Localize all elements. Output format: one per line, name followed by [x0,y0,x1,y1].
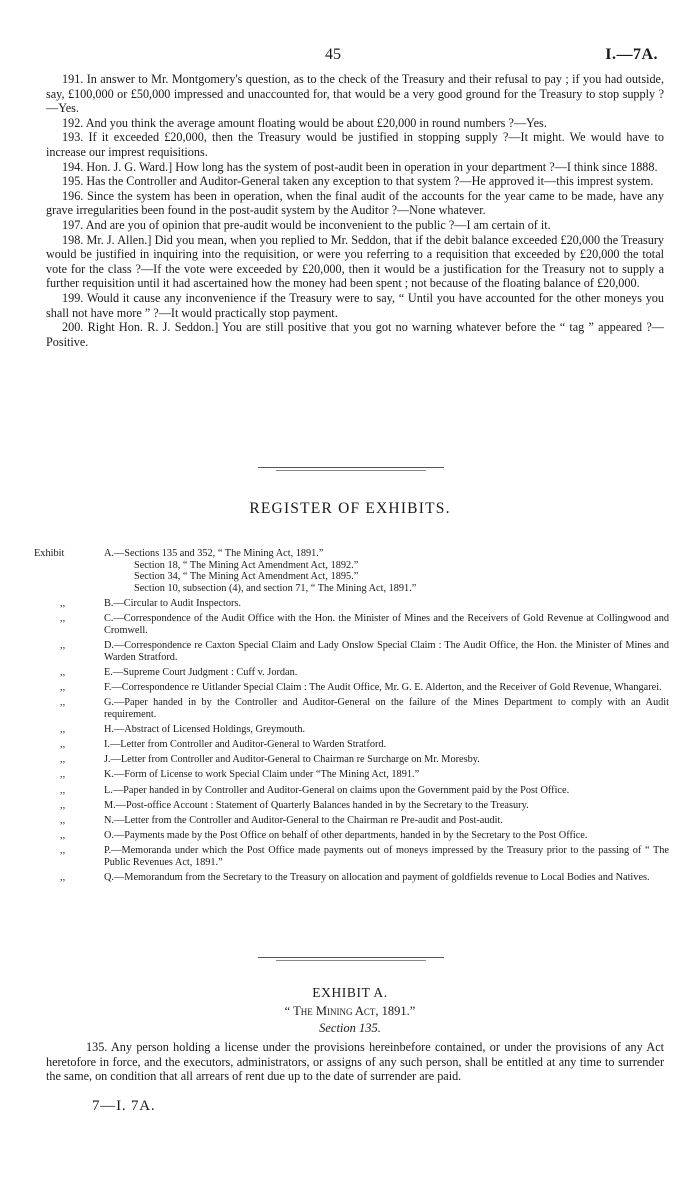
exhibit-a-line: Section 34, “ The Mining Act Amendment Act, 1895.” [134,571,359,583]
section-divider-top [258,467,444,468]
exhibit-entry [34,739,669,751]
exhibit-description: Q.—Memorandum from the Secretary to the Treasury on allocation and payment of goldfields revenue to Local Bodies and Natives. [104,872,650,884]
page-number: 45 [325,46,341,63]
exhibit-a-line: A.—Sections 135 and 352, “ The Mining Act, 1891.” [104,548,324,559]
ditto-mark: ,, [60,613,66,625]
exhibit-entry [34,785,669,797]
ditto-mark: ,, [60,639,66,651]
section-divider-bottom-thin [276,960,426,961]
exhibit-description: E.—Supreme Court Judgment : Cuff v. Jordan. [104,666,298,678]
evidence-section [46,72,664,349]
exhibit-entry [34,815,669,827]
register-title: REGISTER OF EXHIBITS. [249,500,451,517]
exhibit-entries [34,598,669,884]
exhibit-a-body [46,1040,664,1084]
ditto-mark: ,, [60,739,66,751]
exhibit-description: P.—Memoranda under which the Post Office made payments out of moneys impressed by the Treasury prior to the passing of “ The Public Revenues Act, 1891.” [104,845,669,868]
evidence-paragraph-198: 198. Mr. J. Allen.] Did you mean, when you replied to Mr. Seddon, that if the debit balance exceeded £20,000 the Treasury would be justified in inquiring into the requisition, or were you referring to a requisition that exceeded by £20,000 the total vote for the class ?—If the vote were exceeded by £20,000, then it would be a justification for the Treasury not to supply a further requisition until it had ascertained how the money had been spent ; not because of the floating balance of £20,000. [46,232,664,291]
evidence-paragraph-191: 191. In answer to Mr. Montgomery's question, as to the check of the Treasury and their refusal to pay ; if you had outside, say, £100,000 or £50,000 impressed and unaccounted for, that would be a very good ground for the Treasury to stop supply ?—Yes. [46,72,664,116]
evidence-paragraph-197: 197. And are you of opinion that pre-audit would be inconvenient to the public ?—I am certain of it. [62,217,551,232]
exhibit-description: J.—Letter from Controller and Auditor-General to Chairman re Surcharge on Mr. Moresby. [104,754,480,766]
exhibit-entry-a [34,548,669,594]
evidence-paragraph-193: 193. If it exceeded £20,000, then the Treasury would be justified in stopping supply ?—It might. We would have to increase our imprest requisitions. [46,130,664,159]
exhibit-entry [34,640,669,663]
exhibit-description: F.—Correspondence re Uitlander Special Claim : The Audit Office, Mr. G. E. Alderton, and the Receiver of Gold Revenue, Whangarei. [104,681,662,693]
exhibit-entry [34,613,669,636]
exhibit-entry [34,598,669,610]
evidence-paragraph-196: 196. Since the system has been in operation, when the final audit of the accounts for the year came to be made, have any grave irregularities been found in the post-audit system by the Auditor ?—None whatever. [46,188,664,218]
exhibit-description: G.—Paper handed in by the Controller and Auditor-General on the failure of the Mines Department to comply with an Audit requirement. [104,697,669,720]
ditto-mark: ,, [60,754,66,766]
exhibit-description: H.—Abstract of Licensed Holdings, Greymouth. [104,723,306,735]
exhibit-description: I.—Letter from Controller and Auditor-General to Warden Stratford. [104,739,387,751]
paper-code: I.—7A. [605,46,658,63]
exhibit-a-section-heading: Section 135. [319,1021,381,1035]
exhibit-register-list [34,548,669,887]
exhibit-entry [34,769,669,781]
exhibit-a-line: Section 18, “ The Mining Act Amendment Act, 1892.” [134,559,359,571]
signature-mark: 7—I. 7A. [92,1098,156,1114]
ditto-mark: ,, [60,830,66,842]
exhibit-description: K.—Form of License to work Special Claim under “The Mining Act, 1891.” [104,769,420,781]
exhibit-a-title: EXHIBIT A. [312,985,388,1000]
exhibit-lead-label: Exhibit [34,548,65,559]
section-divider-bottom [258,957,444,958]
exhibit-a-act-title: “ The Mining Act, 1891.” [284,1004,416,1018]
section-divider-top-thin [276,470,426,471]
exhibit-entry [34,872,669,884]
evidence-paragraph-199: 199. Would it cause any inconvenience if the Treasury were to say, “ Until you have accounted for the other moneys you shall not have more ” ?—It would practically stop payment. [46,290,664,320]
ditto-mark: ,, [60,597,66,609]
ditto-mark: ,, [60,769,66,781]
exhibit-description: B.—Circular to Audit Inspectors. [104,597,241,609]
ditto-mark: ,, [60,666,66,678]
exhibit-entry [34,754,669,766]
ditto-mark: ,, [60,697,66,709]
exhibit-description: D.—Correspondence re Caxton Special Claim and Lady Onslow Special Claim : The Audit Office, the Hon. the Minister of Mines and Warden Stratford. [104,639,669,663]
ditto-mark: ,, [60,723,66,735]
exhibit-entry [34,845,669,868]
ditto-mark: ,, [60,799,66,811]
exhibit-description: N.—Letter from the Controller and Auditor-General to the Chairman re Pre-audit and Post-audit. [104,815,503,826]
exhibit-entry [34,667,669,679]
exhibit-description: C.—Correspondence of the Audit Office with the Hon. the Minister of Mines and the Receivers of Gold Revenue at Collingwood and Cromwell. [104,613,669,636]
evidence-paragraph-192: 192. And you think the average amount floating would be about £20,000 in round numbers ?—Yes. [62,115,547,130]
exhibit-description: M.—Post-office Account : Statement of Quarterly Balances handed in by the Secretary to the Treasury. [104,799,529,811]
exhibit-description: L.—Paper handed in by Controller and Auditor-General on claims upon the Government paid by the Post Office. [104,784,570,796]
ditto-mark: ,, [60,872,66,884]
exhibit-a-line: Section 10, subsection (4), and section 71, “ The Mining Act, 1891.” [134,582,417,594]
exhibit-entry [34,724,669,736]
evidence-paragraph-194: 194. Hon. J. G. Ward.] How long has the system of post-audit been in operation in your department ?—I think since 1888. [62,159,658,174]
ditto-mark: ,, [60,815,66,826]
ditto-mark: ,, [60,681,66,693]
exhibit-a-section-text: 135. Any person holding a license under the provisions hereinbefore contained, or under the provisions of any Act heretofore in force, and the executors, administrators, or assigns of any such person, shall be entitled at any time to surrender the same, on condition that all arrears of rent due up to the date of surrender are paid. [46,1040,664,1084]
exhibit-entry [34,682,669,694]
exhibit-entry [34,800,669,812]
evidence-paragraph-200: 200. Right Hon. R. J. Seddon.] You are still positive that you got no warning whatever before the “ tag ” appeared ?—Positive. [46,320,664,349]
exhibit-entry [34,830,669,842]
ditto-mark: ,, [60,784,66,796]
exhibit-entry [34,697,669,720]
exhibit-description: O.—Payments made by the Post Office on behalf of other departments, handed in by the Secretary to the Post Office. [104,830,588,842]
ditto-mark: ,, [60,845,66,857]
evidence-paragraph-195: 195. Has the Controller and Auditor-General taken any exception to that system ?—He approved it—this imprest system. [62,174,654,189]
